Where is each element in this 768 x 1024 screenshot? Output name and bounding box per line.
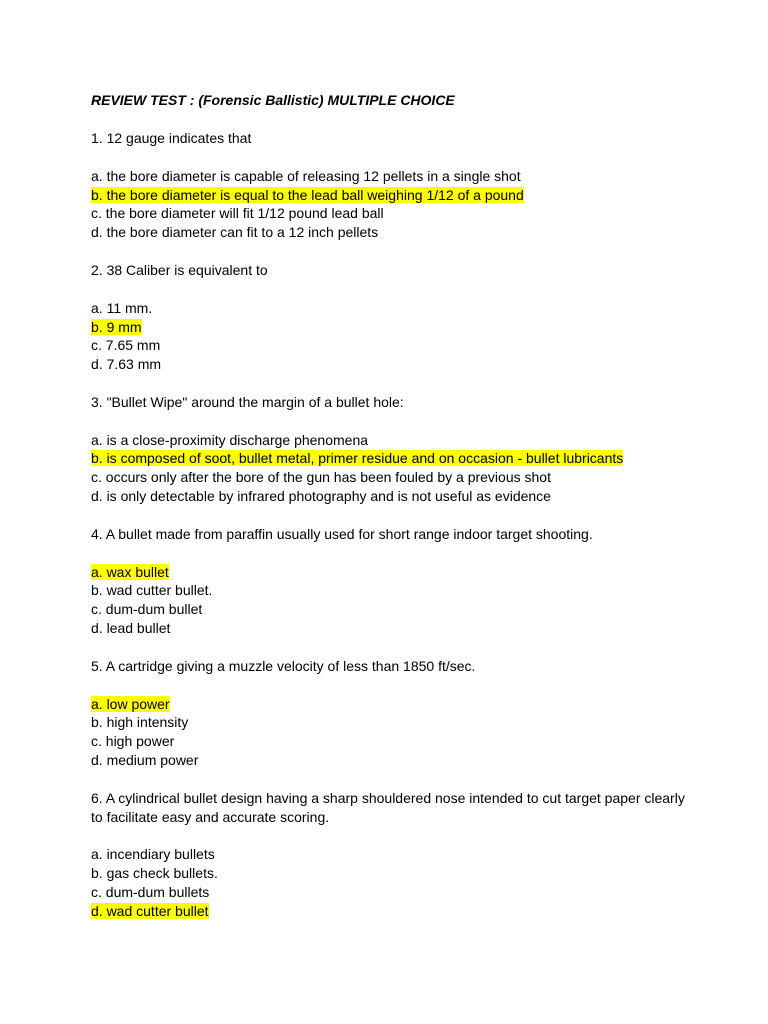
answer-option-text: d. medium power bbox=[91, 752, 199, 769]
question-text: 6. A cylindrical bullet design having a sharp shouldered nose intended to cut target paper clearly bbox=[91, 789, 685, 806]
answer-option-highlighted bbox=[91, 903, 209, 920]
question-text: 3. "Bullet Wipe" around the margin of a bullet hole: bbox=[91, 393, 404, 410]
answer-option bbox=[91, 884, 209, 901]
answer-option-highlighted bbox=[91, 450, 623, 467]
answer-option-text: a. wax bullet bbox=[91, 563, 169, 580]
answer-option bbox=[91, 205, 384, 222]
answer-option bbox=[91, 469, 551, 486]
question-text: 2. 38 Caliber is equivalent to bbox=[91, 261, 268, 278]
answer-option-text: c. high power bbox=[91, 733, 175, 750]
answer-option-text: b. high intensity bbox=[91, 714, 189, 731]
answer-option bbox=[91, 714, 188, 731]
answer-option-text: d. lead bullet bbox=[91, 620, 171, 637]
answer-option-highlighted bbox=[91, 319, 142, 336]
page-title: REVIEW TEST : (Forensic Ballistic) MULTIPLE CHOICE bbox=[91, 92, 455, 108]
answer-option-text: b. the bore diameter is equal to the lead ball weighing 1/12 of a pound bbox=[91, 186, 524, 203]
answer-option-text: b. wad cutter bullet. bbox=[91, 582, 213, 599]
answer-option-text: d. is only detectable by infrared photography and is not useful as evidence bbox=[91, 488, 551, 505]
answer-option-text: a. is a close-proximity discharge phenomena bbox=[91, 431, 369, 448]
answer-option bbox=[91, 300, 152, 317]
question-text: 1. 12 gauge indicates that bbox=[91, 130, 252, 146]
answer-option bbox=[91, 488, 551, 505]
question-text: 5. A cartridge giving a muzzle velocity of less than 1850 ft/sec. bbox=[91, 657, 476, 674]
answer-option bbox=[91, 865, 218, 882]
answer-option bbox=[91, 846, 215, 863]
answer-option-text: d. 7.63 mm bbox=[91, 356, 162, 373]
answer-option-text: d. wad cutter bullet bbox=[91, 902, 209, 919]
answer-option-highlighted bbox=[91, 696, 170, 713]
answer-option bbox=[91, 601, 202, 618]
answer-option bbox=[91, 337, 160, 354]
answer-option-text: a. incendiary bullets bbox=[91, 846, 215, 863]
answer-option-text: b. gas check bullets. bbox=[91, 865, 218, 882]
answer-option-text: a. the bore diameter is capable of releasing 12 pellets in a single shot bbox=[91, 167, 521, 184]
answer-option bbox=[91, 752, 198, 769]
answer-option-text: c. occurs only after the bore of the gun has been fouled by a previous shot bbox=[91, 469, 551, 486]
question-text: 4. A bullet made from paraffin usually used for short range indoor target shooting. bbox=[91, 525, 593, 542]
answer-option-text: a. low power bbox=[91, 695, 170, 712]
answer-option-text: b. is composed of soot, bullet metal, primer residue and on occasion - bullet lubricants bbox=[91, 450, 624, 467]
answer-option-text: c. dum-dum bullet bbox=[91, 601, 203, 618]
answer-option bbox=[91, 356, 161, 373]
answer-option-text: c. 7.65 mm bbox=[91, 337, 161, 354]
answer-option-text: c. the bore diameter will fit 1/12 pound lead ball bbox=[91, 205, 384, 222]
answer-option bbox=[91, 733, 174, 750]
answer-option-highlighted bbox=[91, 564, 169, 581]
question-text: to facilitate easy and accurate scoring. bbox=[91, 808, 330, 825]
answer-option-text: b. 9 mm bbox=[91, 318, 142, 335]
answer-option bbox=[91, 582, 212, 599]
answer-option-text: d. the bore diameter can fit to a 12 inch pellets bbox=[91, 224, 379, 241]
answer-option-text: a. 11 mm. bbox=[91, 299, 153, 316]
answer-option bbox=[91, 224, 378, 241]
answer-option bbox=[91, 168, 521, 185]
answer-option-text: c. dum-dum bullets bbox=[91, 884, 210, 900]
answer-option bbox=[91, 620, 170, 637]
answer-option-highlighted bbox=[91, 187, 524, 204]
answer-option bbox=[91, 432, 368, 449]
